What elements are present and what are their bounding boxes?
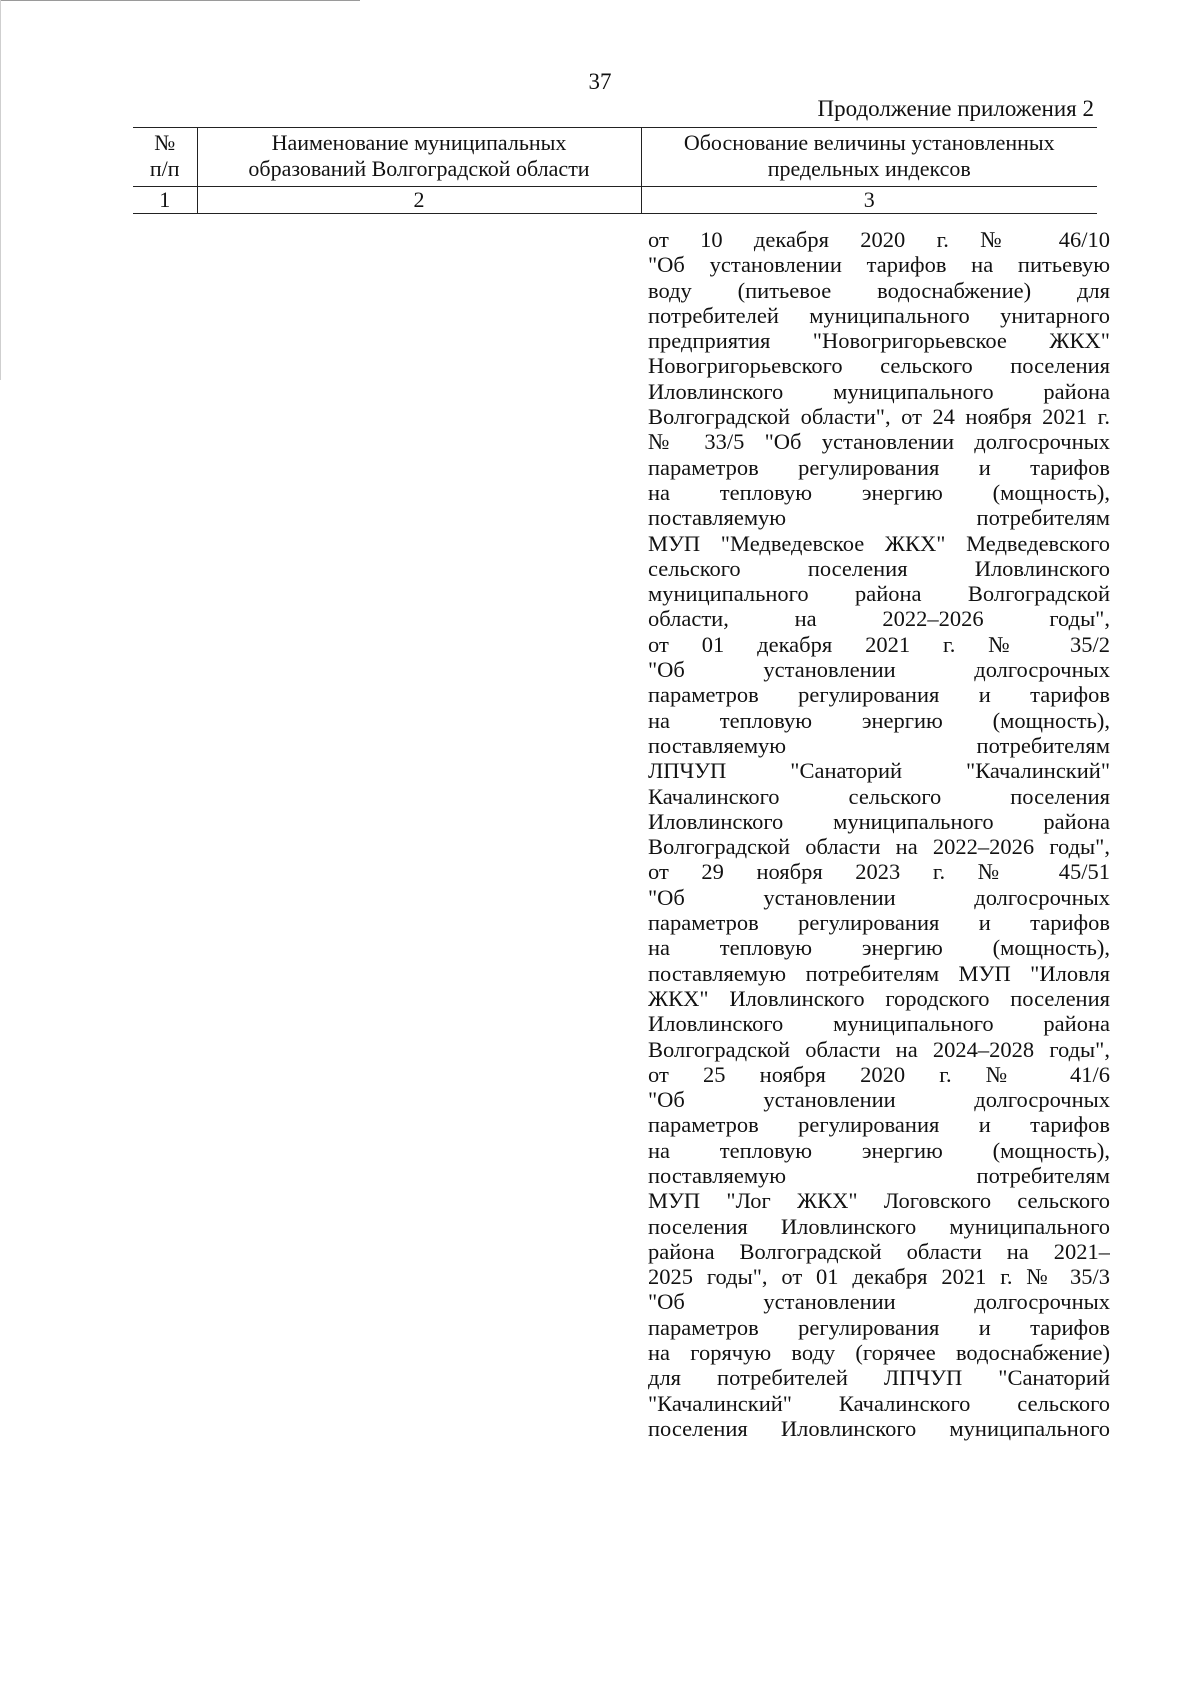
justification-text-line: области, на 2022–2026 годы", (648, 606, 1110, 632)
header-cell-justification (641, 128, 1097, 187)
header-cell-municipality (197, 128, 641, 187)
justification-text-line: поставляемую потребителям (648, 505, 1110, 531)
justification-text-line: поставляемую потребителям МУП "Иловля (648, 960, 1110, 986)
justification-text-line: параметров регулирования и тарифов (648, 1112, 1110, 1138)
justification-text-line: Иловлинского муниципального района (648, 1011, 1110, 1037)
justification-text-line: муниципального района Волгоградской (648, 581, 1110, 607)
justification-text-line: района Волгоградской области на 2021– (648, 1238, 1110, 1264)
table-header (133, 127, 1097, 214)
justification-text-line: на тепловую энергию (мощность), (648, 1137, 1110, 1163)
justification-text-line: Иловлинского муниципального района (648, 808, 1110, 834)
header-number-sign: № (154, 130, 176, 155)
scan-border-line (0, 0, 360, 1)
justification-text-line: Новогригорьевского сельского поселения (648, 353, 1110, 379)
justification-text-line: ЛПЧУП "Санаторий "Качалинский" (648, 758, 1110, 784)
justification-text-line: Качалинского сельского поселения (648, 783, 1110, 809)
column-number-2: 2 (197, 187, 641, 214)
justification-text-line: Иловлинского муниципального района (648, 378, 1110, 404)
header-justification-line1: Обоснование величины установленных (683, 130, 1055, 155)
justification-text-line: МУП "Лог ЖКХ" Логовского сельского (648, 1188, 1110, 1214)
justification-text-line: поставляемую потребителям (648, 1162, 1110, 1188)
justification-text-line: параметров регулирования и тарифов (648, 682, 1110, 708)
continuation-note: Продолжение приложения 2 (817, 96, 1094, 121)
justification-text-line: на тепловую энергию (мощность), (648, 935, 1110, 961)
justification-text-line: "Об установлении долгосрочных (648, 884, 1110, 910)
justification-text-line: поселения Иловлинского муниципального (648, 1415, 1110, 1441)
justification-text-line: потребителей муниципального унитарного (648, 302, 1110, 328)
justification-text-line: № 33/5 "Об установлении долгосрочных (648, 429, 1110, 455)
justification-text-line: "Об установлении долгосрочных (648, 657, 1110, 683)
justification-text-line: Волгоградской области", от 24 ноября 2021 г. (648, 404, 1110, 430)
justification-text-line: "Об установлении тарифов на питьевую (648, 252, 1110, 278)
justification-text-line: поселения Иловлинского муниципального (648, 1213, 1110, 1239)
justification-text-line: Волгоградской области на 2022–2026 годы", (648, 834, 1110, 860)
justification-text-line: от 01 декабря 2021 г. № 35/2 (648, 631, 1110, 657)
justification-text-line: ЖКХ" Иловлинского городского поселения (648, 985, 1110, 1011)
justification-text-line: от 25 ноября 2020 г. № 41/6 (648, 1061, 1110, 1087)
justification-text-line: 2025 годы", от 01 декабря 2021 г. № 35/3 (648, 1264, 1110, 1290)
header-justification-line2: предельных индексов (767, 156, 971, 181)
justification-text-line: "Качалинский" Качалинского сельского (648, 1390, 1110, 1416)
justification-text-line: на тепловую энергию (мощность), (648, 707, 1110, 733)
justification-text-line: предприятия "Новогригорьевское ЖКХ" (648, 328, 1110, 354)
justification-text-line: воду (питьевое водоснабжение) для (648, 277, 1110, 303)
column-number-3: 3 (641, 187, 1097, 214)
column-number-1: 1 (133, 187, 197, 214)
justification-text-line: "Об установлении долгосрочных (648, 1289, 1110, 1315)
justification-text-line: для потребителей ЛПЧУП "Санаторий (648, 1365, 1110, 1391)
table-header-row (133, 128, 1097, 187)
justification-text-line: от 10 декабря 2020 г. № 46/10 (648, 227, 1110, 252)
scan-edge-line (0, 0, 1, 380)
justification-text-line: параметров регулирования и тарифов (648, 910, 1110, 936)
justification-text-line: параметров регулирования и тарифов (648, 454, 1110, 480)
table-column-numbers-row (133, 187, 1097, 214)
justification-text-line: Волгоградской области на 2024–2028 годы", (648, 1036, 1110, 1062)
justification-text-line: на горячую воду (горячее водоснабжение) (648, 1340, 1110, 1366)
justification-text-line: параметров регулирования и тарифов (648, 1314, 1110, 1340)
header-cell-number (133, 128, 197, 187)
justification-text-line: поставляемую потребителям (648, 732, 1110, 758)
justification-text-block (648, 227, 1110, 1441)
justification-text-line: от 29 ноября 2023 г. № 45/51 (648, 859, 1110, 885)
page-number: 37 (588, 69, 612, 94)
header-number-abbrev: п/п (149, 156, 180, 181)
header-municipality-line1: Наименование муниципальных (271, 130, 567, 155)
header-municipality-line2: образований Волгоградской области (248, 156, 590, 181)
justification-text-line: МУП "Медведевское ЖКХ" Медведевского (648, 530, 1110, 556)
justification-text-line: "Об установлении долгосрочных (648, 1087, 1110, 1113)
justification-text-line: на тепловую энергию (мощность), (648, 479, 1110, 505)
justification-text-line: сельского поселения Иловлинского (648, 555, 1110, 581)
